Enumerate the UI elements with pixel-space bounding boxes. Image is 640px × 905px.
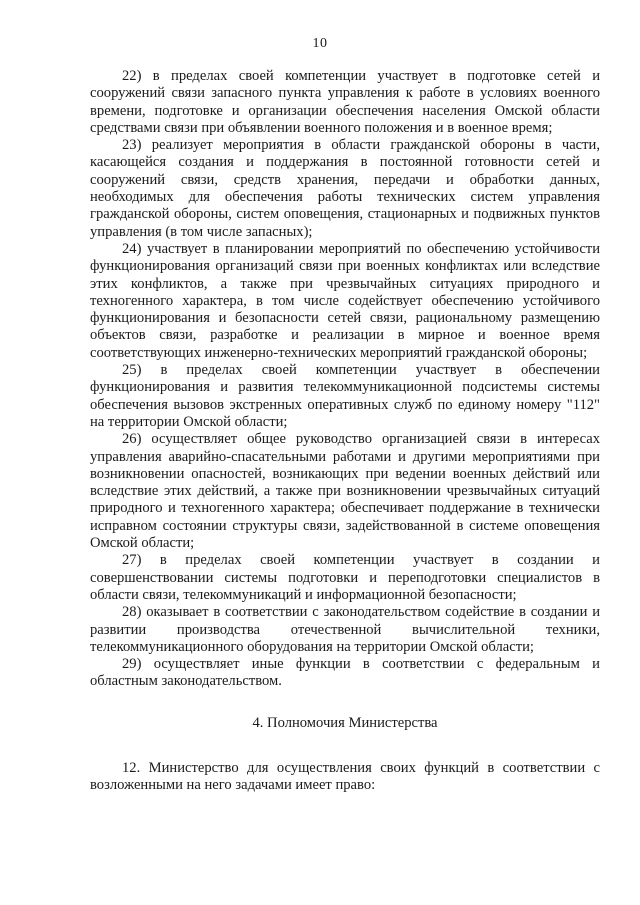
paragraph-item-23: 23) реализует мероприятия в области гражданской обороны в части, касающейся создания и поддержания в постоянной готовности сетей и сооружений связи, средств хранения, передачи и обработки данных, необходимых для обеспечения работы технических систем управления гражданской обороны, систем оповещения, стационарных и подвижных пунктов управления (в том числе запасных);: [90, 137, 600, 240]
document-body: [90, 68, 600, 795]
paragraph-clause-12: 12. Министерство для осуществления своих функций в соответствии с возложенными на него задачами имеет право:: [90, 759, 600, 794]
paragraph-item-28: 28) оказывает в соответствии с законодательством содействие в создании и развитии производства отечественной вычислительной техники, телекоммуникационного оборудования на территории Омской области;: [90, 604, 600, 655]
paragraph-item-24: 24) участвует в планировании мероприятий по обеспечению устойчивости функционирования организаций связи при военных конфликтах или вследствие этих конфликтов, а также при чрезвычайных ситуациях природного и техногенного характера, в том числе содействует обеспечению устойчивого функционирования и безопасности сетей связи, рациональному размещению объектов связи, разработке и реализации в мирное и военное время соответствующих инженерно-технических мероприятий гражданской обороны;: [90, 240, 600, 361]
paragraph-item-26: 26) осуществляет общее руководство организацией связи в интересах управления аварийно-спасательными работами и другими мероприятиями при возникновении опасностей, возникающих при ведении военных действий или вследствие этих действий, а также при возникновении чрезвычайных ситуаций природного и техногенного характера; обеспечивает поддержание в технически исправном состоянии структуры связи, задействованной в системе оповещения Омской области;: [90, 431, 600, 552]
section-heading: 4. Полномочия Министерства: [252, 714, 438, 731]
paragraph-item-25: 25) в пределах своей компетенции участвует в обеспечении функционирования и развития телекоммуникационной подсистемы системы обеспечения вызовов экстренных оперативных служб по единому номеру "112" на территории Омской области;: [90, 362, 600, 430]
page-number: 10: [312, 36, 328, 51]
paragraph-item-29: 29) осуществляет иные функции в соответствии с федеральным и областным законодательством.: [90, 656, 600, 690]
paragraph-item-27: 27) в пределах своей компетенции участвует в создании и совершенствовании системы подготовки и переподготовки специалистов в области связи, телекоммуникаций и информационной безопасности;: [90, 552, 600, 603]
paragraph-item-22: 22) в пределах своей компетенции участвует в подготовке сетей и сооружений связи запасного пункта управления к работе в условиях военного времени, подготовке и организации обеспечения населения Омской области средствами связи при объявлении военного положения и в военное время;: [90, 68, 600, 136]
